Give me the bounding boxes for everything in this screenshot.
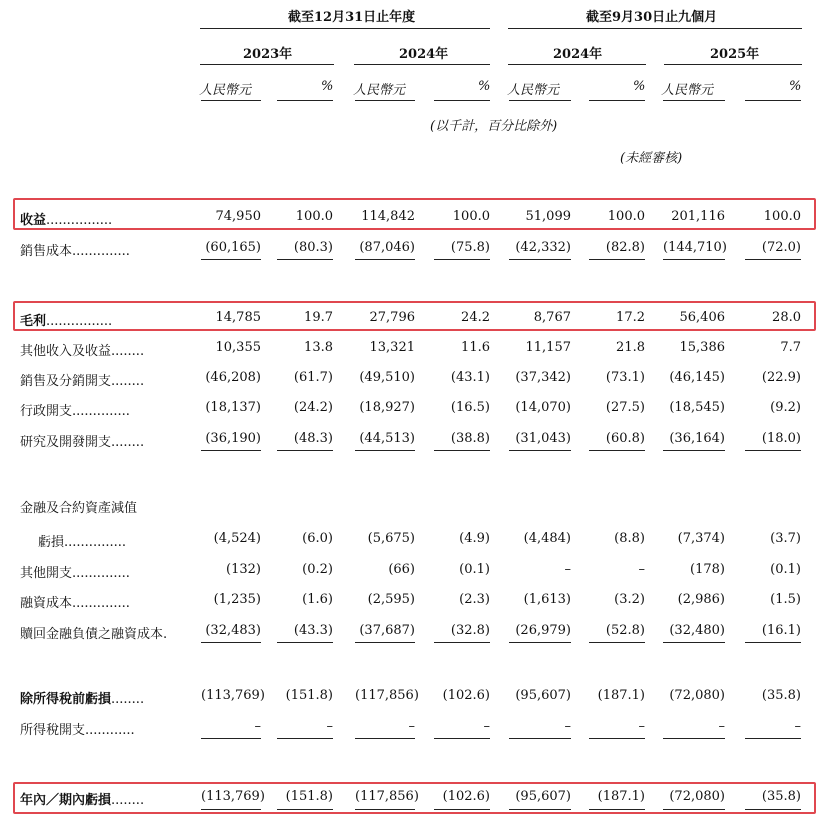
percent-cell: – [326, 719, 333, 734]
row-label [20, 400, 130, 419]
amount-cell: (44,513) [359, 431, 415, 446]
unit-pct-header: % [789, 79, 802, 94]
amount-cell: (42,332) [515, 240, 571, 255]
amount-cell: (66) [388, 562, 415, 577]
cell-underline [277, 450, 333, 451]
percent-cell: (60.8) [605, 431, 645, 446]
amount-cell: (2,595) [367, 592, 415, 607]
row-label [20, 431, 144, 450]
cell-underline [434, 642, 490, 643]
percent-cell: (0.1) [770, 562, 801, 577]
cell-underline [355, 738, 415, 739]
row-leader-dots: ........ [111, 374, 145, 389]
cell-underline [434, 450, 490, 451]
percent-cell: (3.2) [614, 592, 645, 607]
percent-cell: (2.3) [459, 592, 490, 607]
row-label [20, 623, 167, 642]
table-row [0, 370, 831, 390]
row-label-text: 行政開支 [20, 404, 73, 419]
unit-rmb-header: 人民幣元 [661, 83, 714, 98]
amount-cell: (113,769) [201, 789, 265, 804]
percent-cell: (0.1) [459, 562, 490, 577]
group-rule-ninemonth [508, 28, 802, 29]
percent-cell: (80.3) [293, 240, 333, 255]
amount-cell: – [408, 719, 415, 734]
percent-cell: (18.0) [761, 431, 801, 446]
cell-underline [663, 259, 725, 260]
row-leader-dots: ........ [111, 435, 145, 450]
cell-underline [201, 259, 261, 260]
cell-underline [277, 642, 333, 643]
row-leader-dots: .............. [72, 596, 130, 611]
highlight-box-gross-profit [13, 301, 816, 331]
cell-underline [589, 738, 645, 739]
amount-cell: (2,986) [677, 592, 725, 607]
percent-cell: (27.5) [605, 400, 645, 415]
row-label [20, 497, 137, 516]
amount-cell: (36,190) [205, 431, 261, 446]
row-label [20, 240, 130, 259]
group-header-year: 截至12月31日止年度 [288, 10, 416, 25]
cell-underline [201, 738, 261, 739]
amount-cell: (32,480) [669, 623, 725, 638]
percent-cell: (82.8) [605, 240, 645, 255]
highlight-box-revenue [13, 198, 816, 230]
amount-cell: 15,386 [679, 340, 725, 355]
amount-cell: (14,070) [515, 400, 571, 415]
percent-cell: (43.1) [450, 370, 490, 385]
amount-cell: (87,046) [359, 240, 415, 255]
amount-cell: (7,374) [677, 531, 725, 546]
amount-cell: 10,355 [215, 340, 261, 355]
amount-cell: 201,116 [671, 209, 725, 224]
row-label-text: 金融及合約資產減值 [20, 501, 138, 516]
amount-cell: (72,080) [669, 688, 725, 703]
amount-cell: – [254, 719, 261, 734]
row-label [20, 688, 144, 707]
row-leader-dots: ........ [111, 344, 145, 359]
amount-cell: – [718, 719, 725, 734]
amount-cell: (1,235) [213, 592, 261, 607]
unit-rmb-header: 人民幣元 [353, 83, 406, 98]
amount-cell: 11,157 [525, 340, 571, 355]
unit-pct-header: % [321, 79, 334, 94]
row-label-text: 融資成本 [20, 596, 73, 611]
percent-cell: (22.9) [761, 370, 801, 385]
unit-underline [509, 100, 571, 101]
cell-underline [355, 450, 415, 451]
amount-cell: 13,321 [369, 340, 415, 355]
amount-cell: (5,675) [367, 531, 415, 546]
row-leader-dots: ........ [111, 692, 145, 707]
percent-cell: – [483, 719, 490, 734]
amount-cell: (36,164) [669, 431, 725, 446]
amount-cell: (95,607) [515, 688, 571, 703]
amount-cell: (132) [226, 562, 261, 577]
percent-cell: (43.3) [293, 623, 333, 638]
percent-cell: 100.0 [607, 209, 645, 224]
percent-cell: (61.7) [293, 370, 333, 385]
unit-underline [745, 100, 801, 101]
amount-cell: (72,080) [669, 789, 725, 804]
year-header-2: 2024年 [399, 47, 449, 62]
percent-cell: (151.8) [285, 789, 333, 804]
table-row [0, 592, 831, 612]
amount-cell: 14,785 [215, 310, 261, 325]
percent-cell: (72.0) [761, 240, 801, 255]
cell-underline [434, 738, 490, 739]
amount-cell: 51,099 [525, 209, 571, 224]
row-label-text: 銷售及分銷開支 [20, 374, 112, 389]
row-leader-dots: .............. [72, 566, 130, 581]
amount-cell: (31,043) [515, 431, 571, 446]
table-row [0, 562, 831, 582]
amount-cell: (26,979) [515, 623, 571, 638]
percent-cell: – [794, 719, 801, 734]
percent-cell: (38.8) [450, 431, 490, 446]
percent-cell: 7.7 [780, 340, 801, 355]
year-rule-4 [664, 64, 802, 65]
amount-cell: 74,950 [215, 209, 261, 224]
unit-underline [434, 100, 490, 101]
percent-cell: – [638, 719, 645, 734]
percent-cell: (35.8) [761, 688, 801, 703]
row-leader-dots: ........ [111, 793, 145, 808]
amount-cell: 8,767 [533, 310, 571, 325]
row-label-text: 年內／期內虧損 [20, 793, 112, 808]
cell-underline [663, 642, 725, 643]
cell-underline [745, 642, 801, 643]
percent-cell: 11.6 [461, 340, 490, 355]
unit-underline [663, 100, 725, 101]
percent-cell: (4.9) [459, 531, 490, 546]
year-header-1: 2023年 [243, 47, 293, 62]
cell-underline [355, 642, 415, 643]
row-label-text: 毛利 [20, 314, 47, 329]
row-label-text: 研究及開發開支 [20, 435, 112, 450]
cell-underline [277, 259, 333, 260]
cell-underline [355, 259, 415, 260]
year-rule-3 [508, 64, 646, 65]
amount-cell: 114,842 [361, 209, 415, 224]
year-header-3: 2024年 [553, 47, 603, 62]
percent-cell: (8.8) [614, 531, 645, 546]
percent-cell: (52.8) [605, 623, 645, 638]
amount-cell: (37,342) [515, 370, 571, 385]
percent-cell: (102.6) [442, 688, 490, 703]
percent-cell: (1.5) [770, 592, 801, 607]
percent-cell: (187.1) [597, 789, 645, 804]
cell-underline [509, 642, 571, 643]
amount-cell: 56,406 [679, 310, 725, 325]
row-label-text: 銷售成本 [20, 244, 73, 259]
unit-rmb-header: 人民幣元 [507, 83, 560, 98]
percent-cell: 100.0 [295, 209, 333, 224]
amount-cell: (49,510) [359, 370, 415, 385]
percent-cell: (187.1) [597, 688, 645, 703]
percent-cell: 100.0 [763, 209, 801, 224]
amount-cell: – [564, 562, 571, 577]
unit-underline [355, 100, 415, 101]
amount-cell: (46,145) [669, 370, 725, 385]
row-leader-dots: .............. [72, 404, 130, 419]
cell-underline [201, 642, 261, 643]
cell-underline [663, 738, 725, 739]
percent-cell: (32.8) [450, 623, 490, 638]
amount-cell: (4,524) [213, 531, 261, 546]
row-label-text: 其他開支 [20, 566, 73, 581]
percent-cell: (16.5) [450, 400, 490, 415]
unit-pct-header: % [478, 79, 491, 94]
year-rule-2 [354, 64, 490, 65]
row-label [20, 370, 144, 389]
cell-underline [509, 259, 571, 260]
amount-cell: (32,483) [205, 623, 261, 638]
percent-cell: (48.3) [293, 431, 333, 446]
group-header-ninemonth: 截至9月30日止九個月 [586, 10, 718, 25]
row-leader-dots: ................ [46, 314, 113, 329]
cell-underline [589, 642, 645, 643]
row-leader-dots: ............... [64, 535, 127, 550]
amount-cell: (144,710) [663, 240, 727, 255]
group-rule-year [200, 28, 490, 29]
table-row [0, 688, 831, 708]
cell-underline [589, 259, 645, 260]
cell-underline [663, 450, 725, 451]
table-row [0, 340, 831, 360]
row-label-text: 虧損 [38, 535, 65, 550]
table-row [0, 531, 831, 551]
row-label-text: 贖回金融負債之融資成本 [20, 627, 164, 642]
row-label-text: 收益 [20, 213, 47, 228]
percent-cell: 24.2 [461, 310, 490, 325]
percent-cell: (75.8) [450, 240, 490, 255]
amount-cell: (18,137) [205, 400, 261, 415]
cell-underline [509, 450, 571, 451]
table-row [0, 719, 831, 739]
table-row [0, 623, 831, 643]
year-rule-1 [200, 64, 334, 65]
percent-cell: 100.0 [452, 209, 490, 224]
row-label [20, 719, 135, 738]
row-leader-dots: .............. [72, 244, 130, 259]
row-leader-dots: ................ [46, 213, 113, 228]
row-leader-dots: . [163, 627, 168, 642]
cell-underline [277, 738, 333, 739]
percent-cell: 19.7 [304, 310, 333, 325]
row-leader-dots: ............ [85, 723, 135, 738]
percent-cell: (16.1) [761, 623, 801, 638]
cell-underline [745, 259, 801, 260]
cell-underline [745, 450, 801, 451]
unit-underline [277, 100, 333, 101]
unit-pct-header: % [633, 79, 646, 94]
year-header-4: 2025年 [710, 47, 760, 62]
cell-underline [201, 450, 261, 451]
row-label [38, 531, 126, 550]
unit-underline [201, 100, 261, 101]
percent-cell: – [638, 562, 645, 577]
percent-cell: (3.7) [770, 531, 801, 546]
row-label-text: 所得稅開支 [20, 723, 86, 738]
row-label [20, 562, 130, 581]
percent-cell: (35.8) [761, 789, 801, 804]
percent-cell: 17.2 [616, 310, 645, 325]
table-row [0, 400, 831, 420]
note-thousands: (以千計，百分比除外) [430, 119, 558, 134]
percent-cell: 13.8 [304, 340, 333, 355]
percent-cell: (151.8) [285, 688, 333, 703]
percent-cell: (0.2) [302, 562, 333, 577]
amount-cell: (18,545) [669, 400, 725, 415]
amount-cell: (4,484) [523, 531, 571, 546]
note-unaudited: (未經審核) [620, 151, 683, 166]
amount-cell: (1,613) [523, 592, 571, 607]
unit-rmb-header: 人民幣元 [199, 83, 252, 98]
amount-cell: 27,796 [369, 310, 415, 325]
percent-cell: (24.2) [293, 400, 333, 415]
table-row [0, 431, 831, 451]
row-label-text: 除所得稅前虧損 [20, 692, 112, 707]
percent-cell: 28.0 [772, 310, 801, 325]
amount-cell: (60,165) [205, 240, 261, 255]
percent-cell: (6.0) [302, 531, 333, 546]
percent-cell: (1.6) [302, 592, 333, 607]
cell-underline [745, 738, 801, 739]
amount-cell: (46,208) [205, 370, 261, 385]
amount-cell: (113,769) [201, 688, 265, 703]
cell-underline [434, 259, 490, 260]
amount-cell: – [564, 719, 571, 734]
row-label [20, 340, 144, 359]
percent-cell: 21.8 [616, 340, 645, 355]
highlight-box-loss-for-period [13, 782, 816, 814]
amount-cell: (178) [690, 562, 725, 577]
amount-cell: (117,856) [355, 789, 419, 804]
amount-cell: (117,856) [355, 688, 419, 703]
amount-cell: (18,927) [359, 400, 415, 415]
amount-cell: (37,687) [359, 623, 415, 638]
row-label [20, 592, 130, 611]
percent-cell: (102.6) [442, 789, 490, 804]
table-row [0, 497, 831, 517]
percent-cell: (9.2) [770, 400, 801, 415]
percent-cell: (73.1) [605, 370, 645, 385]
table-row [0, 240, 831, 260]
row-label-text: 其他收入及收益 [20, 344, 112, 359]
cell-underline [589, 450, 645, 451]
amount-cell: (95,607) [515, 789, 571, 804]
cell-underline [509, 738, 571, 739]
unit-underline [589, 100, 645, 101]
